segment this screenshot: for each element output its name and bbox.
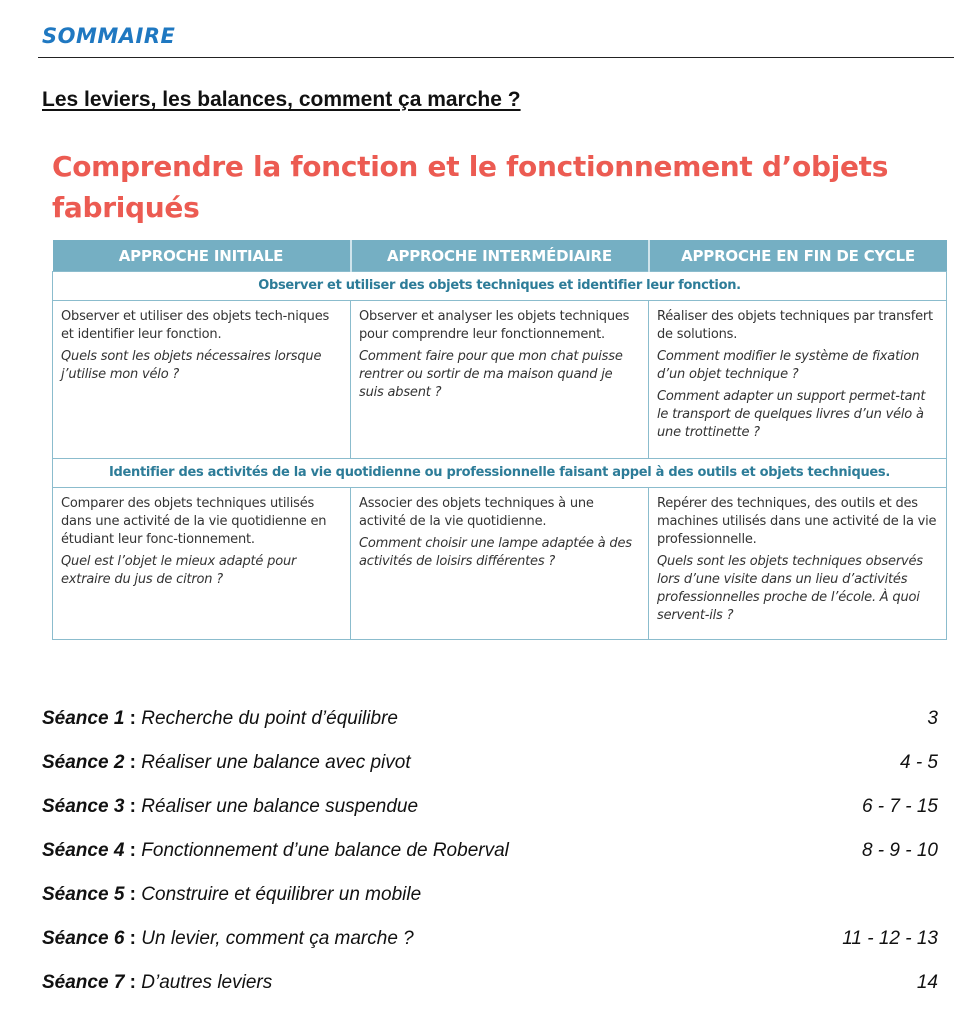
toc-item (42, 840, 938, 884)
toc-item (42, 928, 938, 972)
header-divider (38, 57, 954, 58)
session-title: Recherche du point d’équilibre (141, 708, 398, 729)
session-label: Séance 6 (42, 928, 125, 949)
table-cell (351, 488, 649, 640)
toc-item (42, 972, 938, 1016)
document-subtitle: Les leviers, les balances, comment ça marche ? (42, 88, 521, 111)
cell-question: Quels sont les objets nécessaires lorsque j’utilise mon vélo ? (61, 349, 322, 382)
separator: : (124, 796, 142, 817)
separator: : (124, 708, 142, 729)
page-numbers: 14 (916, 972, 938, 993)
column-header-fin-de-cycle: APPROCHE EN FIN DE CYCLE (649, 240, 947, 272)
program-title: Comprendre la fonction et le fonctionnement d’objets fabriqués (52, 150, 889, 224)
section-heading-row (53, 459, 947, 488)
cell-objective: Comparer des objets techniques utilisés dans une activité de la vie quotidienne en étudiant leur fonc-tionnement. (61, 496, 327, 547)
cell-question: Quel est l’objet le mieux adapté pour extraire du jus de citron ? (61, 554, 297, 587)
table-of-contents (42, 708, 938, 1016)
table-cell (53, 301, 351, 459)
table-cell (351, 301, 649, 459)
separator: : (124, 884, 142, 905)
cell-objective: Observer et analyser les objets techniques pour comprendre leur fonctionnement. (359, 309, 630, 342)
cell-question: Quels sont les objets techniques observés lors d’une visite dans un lieu d’activités professionnelles proche de l’école. À quoi servent-ils ? (657, 554, 923, 623)
page-numbers: 3 (927, 708, 938, 729)
session-label: Séance 7 (42, 972, 125, 993)
cell-objective: Observer et utiliser des objets tech-niques et identifier leur fonction. (61, 309, 330, 342)
session-title: Un levier, comment ça marche ? (141, 928, 414, 949)
cell-objective: Associer des objets techniques à une activité de la vie quotidienne. (359, 496, 594, 529)
table-row (53, 301, 947, 459)
session-label: Séance 1 (42, 708, 125, 729)
table-cell (649, 301, 947, 459)
session-title: Réaliser une balance suspendue (141, 796, 419, 817)
session-title: Fonctionnement d’une balance de Roberval (141, 840, 509, 861)
session-label: Séance 5 (42, 884, 125, 905)
session-title: Réaliser une balance avec pivot (141, 752, 411, 773)
session-title: D’autres leviers (141, 972, 273, 993)
separator: : (124, 928, 142, 949)
cell-objective: Repérer des techniques, des outils et des machines utilisés dans une activité de la vie professionnelle. (657, 496, 937, 547)
section-heading: Observer et utiliser des objets techniques et identifier leur fonction. (53, 272, 947, 301)
toc-item (42, 752, 938, 796)
toc-item (42, 708, 938, 752)
cell-question: Comment adapter un support permet-tant le transport de quelques livres d’un vélo à une trottinette ? (657, 389, 926, 440)
column-header-initiale: APPROCHE INITIALE (53, 240, 351, 272)
toc-item (42, 796, 938, 840)
section-heading-row (53, 272, 947, 301)
session-label: Séance 4 (42, 840, 125, 861)
column-header-intermediaire: APPROCHE INTERMÉDIAIRE (351, 240, 649, 272)
session-label: Séance 2 (42, 752, 125, 773)
table-header-row (53, 240, 947, 272)
page-numbers: 8 - 9 - 10 (861, 840, 938, 861)
session-label: Séance 3 (42, 796, 125, 817)
page-numbers: 4 - 5 (899, 752, 938, 773)
separator: : (124, 752, 142, 773)
section-label: SOMMAIRE (42, 24, 176, 48)
cell-question: Comment modifier le système de fixation d’un objet technique ? (657, 349, 920, 382)
separator: : (124, 840, 142, 861)
cell-question: Comment faire pour que mon chat puisse rentrer ou sortir de ma maison quand je suis absent ? (359, 349, 623, 400)
table-row (53, 488, 947, 640)
session-title: Construire et équilibrer un mobile (141, 884, 422, 905)
separator: : (124, 972, 142, 993)
section-heading: Identifier des activités de la vie quotidienne ou professionnelle faisant appel à des outils et objets techniques. (53, 459, 947, 488)
table-cell (649, 488, 947, 640)
table-cell (53, 488, 351, 640)
cell-objective: Réaliser des objets techniques par transfert de solutions. (657, 309, 933, 342)
cell-question: Comment choisir une lampe adaptée à des activités de loisirs différentes ? (359, 536, 632, 569)
page-numbers: 6 - 7 - 15 (861, 796, 938, 817)
program-table (52, 240, 947, 640)
toc-item (42, 884, 938, 928)
page-numbers: 11 - 12 - 13 (842, 928, 938, 949)
